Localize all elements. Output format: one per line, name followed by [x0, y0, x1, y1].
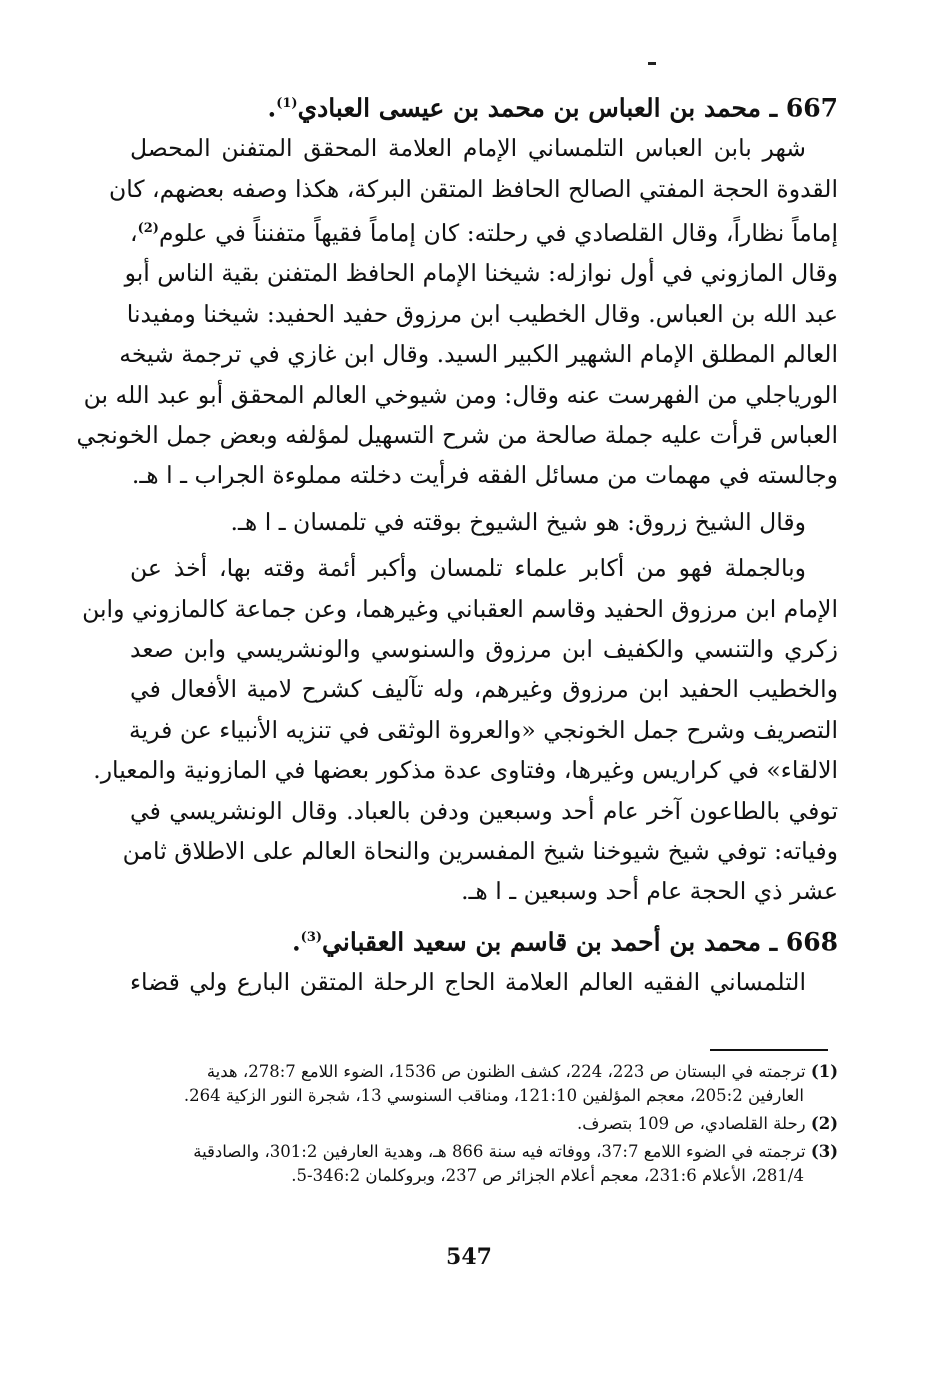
text-line: القدوة الحجة المفتي الصالح الحافظ المتقن البركة، هكذا وصفه بعضهم، كان — [108, 174, 838, 203]
footnote-1 — [130, 1060, 838, 1108]
text-line: زكري والتنسي والكفيف ابن مرزوق والسنوسي والونشريسي وابن صعد — [130, 635, 838, 664]
footnote-line — [130, 1112, 838, 1136]
footnote-ref: (1) — [276, 96, 298, 111]
text-line: الإمام ابن مرزوق الحفيد وقاسم العقباني وغيرهما، وعن جماعة كالمازوني وابن — [82, 594, 838, 623]
biography-paragraph — [82, 548, 838, 912]
text-line — [130, 209, 838, 253]
entry-title: ـ محمد بن العباس بن محمد بن عيسى العبادي — [297, 93, 778, 123]
footnote-line — [130, 1140, 838, 1164]
text-line: التلمساني الفقيه العالم العلامة الحاج الرحلة المتقن البارع ولي قضاء — [130, 968, 806, 997]
footnote-ref: (3) — [300, 929, 323, 945]
footnote-number: (1) — [810, 1062, 838, 1081]
footnote-number: (2) — [810, 1114, 838, 1133]
entry-heading-668: 668 ـ محمد بن أحمد بن قاسم بن سعيد العقباني$^{(3)}$. — [291, 927, 838, 957]
text-line: وقال المازوني في أول نوازله: شيخنا الإمام الحافظ المتفنن بقية الناس أبو — [124, 259, 838, 288]
footnote-text: ترجمته في البستان ص 223، 224، كشف الظنون ص 1536، الضوء اللامع 278:7، هدية — [206, 1062, 806, 1081]
text-line: وبالجملة فهو من أكابر علماء تلمسان وأكبر أئمة وقته بها، أخذ عن — [130, 554, 806, 583]
text-line: العباس قرأت عليه جملة صالحة من شرح التسهيل لمؤلفه وبعض جمل الخونجي — [76, 421, 838, 449]
entry-number: 668 — [785, 927, 838, 957]
quote-paragraph — [130, 502, 838, 542]
text-line: وجالسته في مهمات من مسائل الفقه فرأيت دخلته مملوءة الجراب ـ ا هـ. — [131, 461, 838, 490]
footnote-text: ترجمته في الضوء اللامع 37:7، ووفاته فيه سنة 866 هـ، وهدية العارفين 301:2، والصادقية — [193, 1142, 806, 1161]
main-text — [76, 84, 838, 1003]
text-line: الالقاء» في كراريس وغيرها، وفتاوى عدة مذكور بعضها في المازونية والمعيار. — [93, 756, 838, 785]
footnote-line — [130, 1060, 838, 1084]
page-number: 547 — [446, 1244, 492, 1270]
biography-paragraph — [76, 128, 838, 495]
text-line: شهر بابن العباس التلمساني الإمام العلامة المحقق المتفنن المحصل — [130, 134, 806, 163]
text-line: وفياته: توفي شيخ شيوخنا شيخ المفسرين والنحاة العالم على الاطلاق ثامن — [122, 837, 838, 866]
footnote-number: (3) — [810, 1142, 838, 1161]
entry-title: ـ محمد بن أحمد بن قاسم بن سعيد العقباني — [322, 927, 778, 957]
entry-number: 667 — [785, 93, 838, 123]
footnotes — [130, 1060, 838, 1192]
text-line: والخطيب الحفيد ابن مرزوق وغيرهم، وله تآليف كشرح لامية الأفعال في — [130, 675, 838, 704]
text-line: العالم المطلق الإمام الشهير الكبير السيد. وقال ابن غازي في ترجمة شيخه — [119, 340, 838, 369]
text-line: وقال الشيخ زروق: هو شيخ الشيوخ بوقته في تلمسان ـ ا هـ. — [230, 507, 806, 536]
footnote-3 — [130, 1140, 838, 1188]
text-line: توفي بالطاعون آخر عام أحد وسبعين ودفن بالعباد. وقال الونشريسي في — [130, 796, 838, 825]
footnote-separator — [710, 1049, 828, 1051]
text-line: الورياجلي من الفهرست عنه وقال: ومن شيوخي العالم المحقق أبو عبد الله بن — [83, 380, 838, 409]
page-top-mark — [648, 62, 656, 65]
biography-paragraph — [130, 962, 838, 1002]
footnote-2 — [130, 1112, 838, 1136]
text-segment: ، — [130, 218, 138, 247]
footnote-line: 281/4، الأعلام 231:6، معجم أعلام الجزائر ص 237، وبروكلمان 346:2-5. — [291, 1166, 804, 1185]
footnote-ref: (2) — [137, 221, 159, 237]
footnote-text: رحلة القلصادي، ص 109 بتصرف. — [577, 1114, 806, 1133]
entry-heading-667: 667 ـ محمد بن العباس بن محمد بن عيسى العبادي$^{(1)}$. — [267, 93, 838, 123]
footnote-line: العارفين 205:2، معجم المؤلفين 121:10، ومناقب السنوسي 13، شجرة النور الزكية 264. — [183, 1086, 804, 1105]
text-segment: إماماً نظاراً، وقال القلصادي في رحلته: كان إماماً فقيهاً متفنناً في علوم — [158, 218, 838, 247]
text-line: عبد الله بن العباس. وقال الخطيب ابن مرزوق حفيد الحفيد: شيخنا ومفيدنا — [126, 299, 838, 328]
text-line: التصريف وشرح جمل الخونجي «والعروة الوثقى في تنزيه الأنبياء عن فرية — [129, 715, 838, 744]
text-line: عشر ذي الحجة عام أحد وسبعين ـ ا هـ. — [461, 877, 838, 906]
